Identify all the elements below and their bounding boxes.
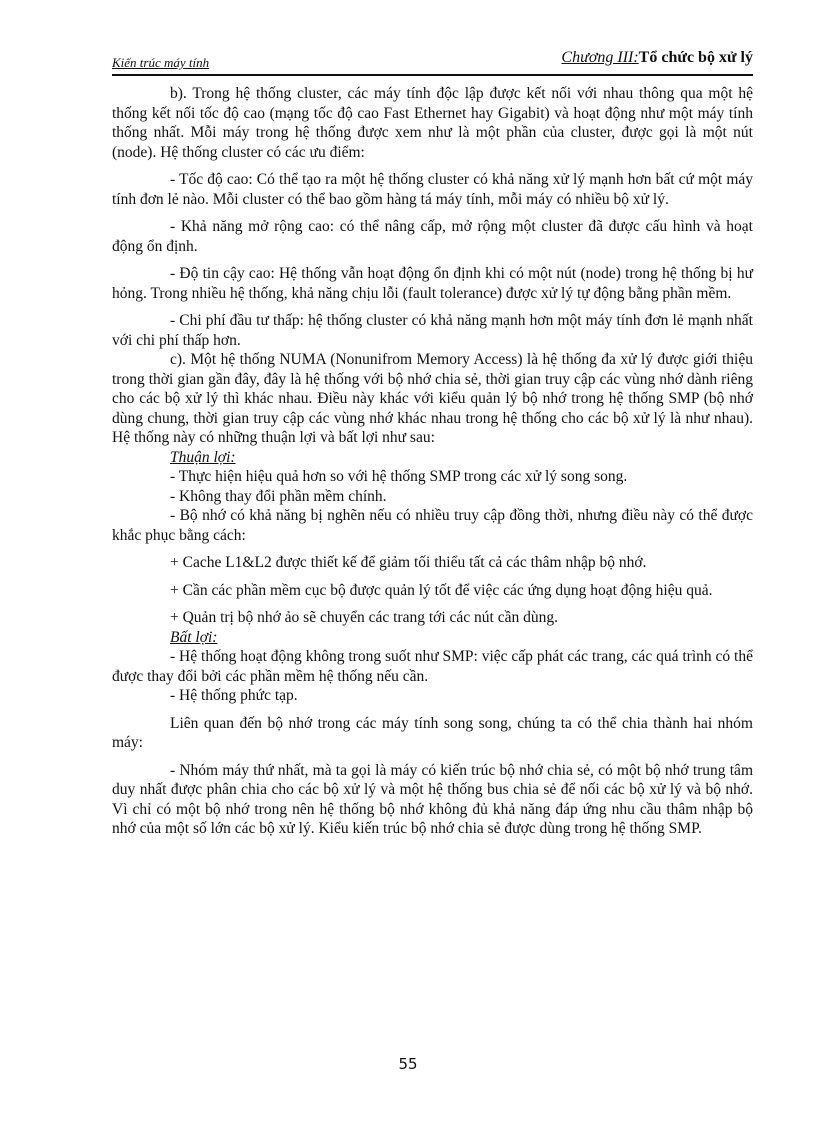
disadvantage-item: - Hệ thống phức tạp. bbox=[170, 687, 298, 704]
paragraph-cluster-intro: b). Trong hệ thống cluster, các máy tính độc lập được kết nối với nhau thông qua một hệ thống kết nối tốc độ cao (mạng tốc độ cao Fast Ethernet hay Gigabit) và hoạt động như một máy tính thống nhất. Mỗi máy trong hệ thống được xem như là một phần của cluster, được gọi là một nút (node). Hệ thống cluster có các ưu điểm: bbox=[112, 85, 753, 161]
sub-item-virtual-memory: + Quản trị bộ nhớ ảo sẽ chuyển các trang tới các nút cần dùng. bbox=[170, 609, 558, 626]
bullet-reliability: - Độ tin cậy cao: Hệ thống vẫn hoạt động ổn định khi có một nút (node) trong hệ thống bị hư hỏng. Trong nhiều hệ thống, khả năng chịu lỗi (fault tolerance) được xử lý tự động bằng phần mềm. bbox=[112, 265, 753, 302]
chapter-label: Chương III: bbox=[561, 49, 639, 66]
page-header bbox=[112, 49, 753, 73]
header-rule bbox=[112, 74, 753, 76]
advantage-item: - Bộ nhớ có khả năng bị nghẽn nếu có nhiều truy cập đồng thời, nhưng điều này có thể được khắc phục bằng cách: bbox=[112, 507, 753, 544]
disadvantage-item: - Hệ thống hoạt động không trong suốt như SMP: việc cấp phát các trang, các quá trình có thể được thay đổi bởi các phần mềm hệ thống nếu cần. bbox=[112, 648, 753, 685]
bullet-cost: - Chi phí đầu tư thấp: hệ thống cluster có khả năng mạnh hơn một máy tính đơn lẻ mạnh nhất với chi phí thấp hơn. bbox=[112, 312, 753, 349]
advantage-item: - Thực hiện hiệu quả hơn so với hệ thống SMP trong các xử lý song song. bbox=[170, 468, 628, 485]
advantage-item: - Không thay đổi phần mềm chính. bbox=[170, 487, 387, 505]
paragraph-memory-groups: Liên quan đến bộ nhớ trong các máy tính song song, chúng ta có thể chia thành hai nhóm máy: bbox=[112, 714, 753, 751]
chapter-title: Tổ chức bộ xử lý bbox=[638, 49, 753, 66]
page-number: 55 bbox=[398, 1055, 418, 1073]
heading-disadvantages: Bất lợi: bbox=[170, 628, 218, 646]
heading-advantages: Thuận lợi: bbox=[170, 448, 236, 466]
body-text bbox=[112, 84, 753, 839]
paragraph-shared-memory: - Nhóm máy thứ nhất, mà ta gọi là máy có kiến trúc bộ nhớ chia sẻ, có một bộ nhớ trung tâm duy nhất được phân chia cho các bộ xử lý và một hệ thống bus chia sẻ để nối các bộ xử lý và bộ nhớ. Vì chỉ có một bộ nhớ trong nên hệ thống bộ nhớ không đủ khả năng đáp ứng nhu cầu thâm nhập bộ nhớ của một số lớn các bộ xử lý. Kiểu kiến trúc bộ nhớ chia sẻ được dùng trong hệ thống SMP. bbox=[112, 761, 753, 837]
sub-item-cache: + Cache L1&L2 được thiết kế để giảm tối thiểu tất cả các thâm nhập bộ nhớ. bbox=[170, 554, 647, 571]
paragraph-numa: c). Một hệ thống NUMA (Nonunifrom Memory Access) là hệ thống đa xử lý được giới thiệu trong thời gian gần đây, đây là hệ thống với bộ nhớ chia sẻ, thời gian truy cập các vùng nhớ dành riêng cho các bộ xử lý thì khác nhau. Điều này khác với kiểu quản lý bộ nhớ trong hệ thống SMP (bộ nhớ dùng chung, thời gian truy cập các vùng nhớ khác nhau trong hệ thống cho các bộ xử lý là như nhau). Hệ thống này có những thuận lợi và bất lợi như sau: bbox=[112, 351, 753, 446]
bullet-speed: - Tốc độ cao: Có thể tạo ra một hệ thống cluster có khả năng xử lý mạnh hơn bất cứ một máy tính đơn lẻ nào. Mỗi cluster có thể bao gồm hàng tá máy tính, mỗi máy có nhiều bộ xử lý. bbox=[112, 171, 753, 208]
book-title: Kiến trúc máy tính bbox=[112, 55, 210, 70]
sub-item-software: + Cần các phần mềm cục bộ được quản lý tốt để việc các ứng dụng hoạt động hiệu quả. bbox=[170, 581, 713, 599]
chapter-heading bbox=[561, 49, 753, 67]
bullet-scalability: - Khả năng mở rộng cao: có thể nâng cấp, mở rộng một cluster đã được cấu hình và hoạt động ổn định. bbox=[112, 218, 753, 255]
